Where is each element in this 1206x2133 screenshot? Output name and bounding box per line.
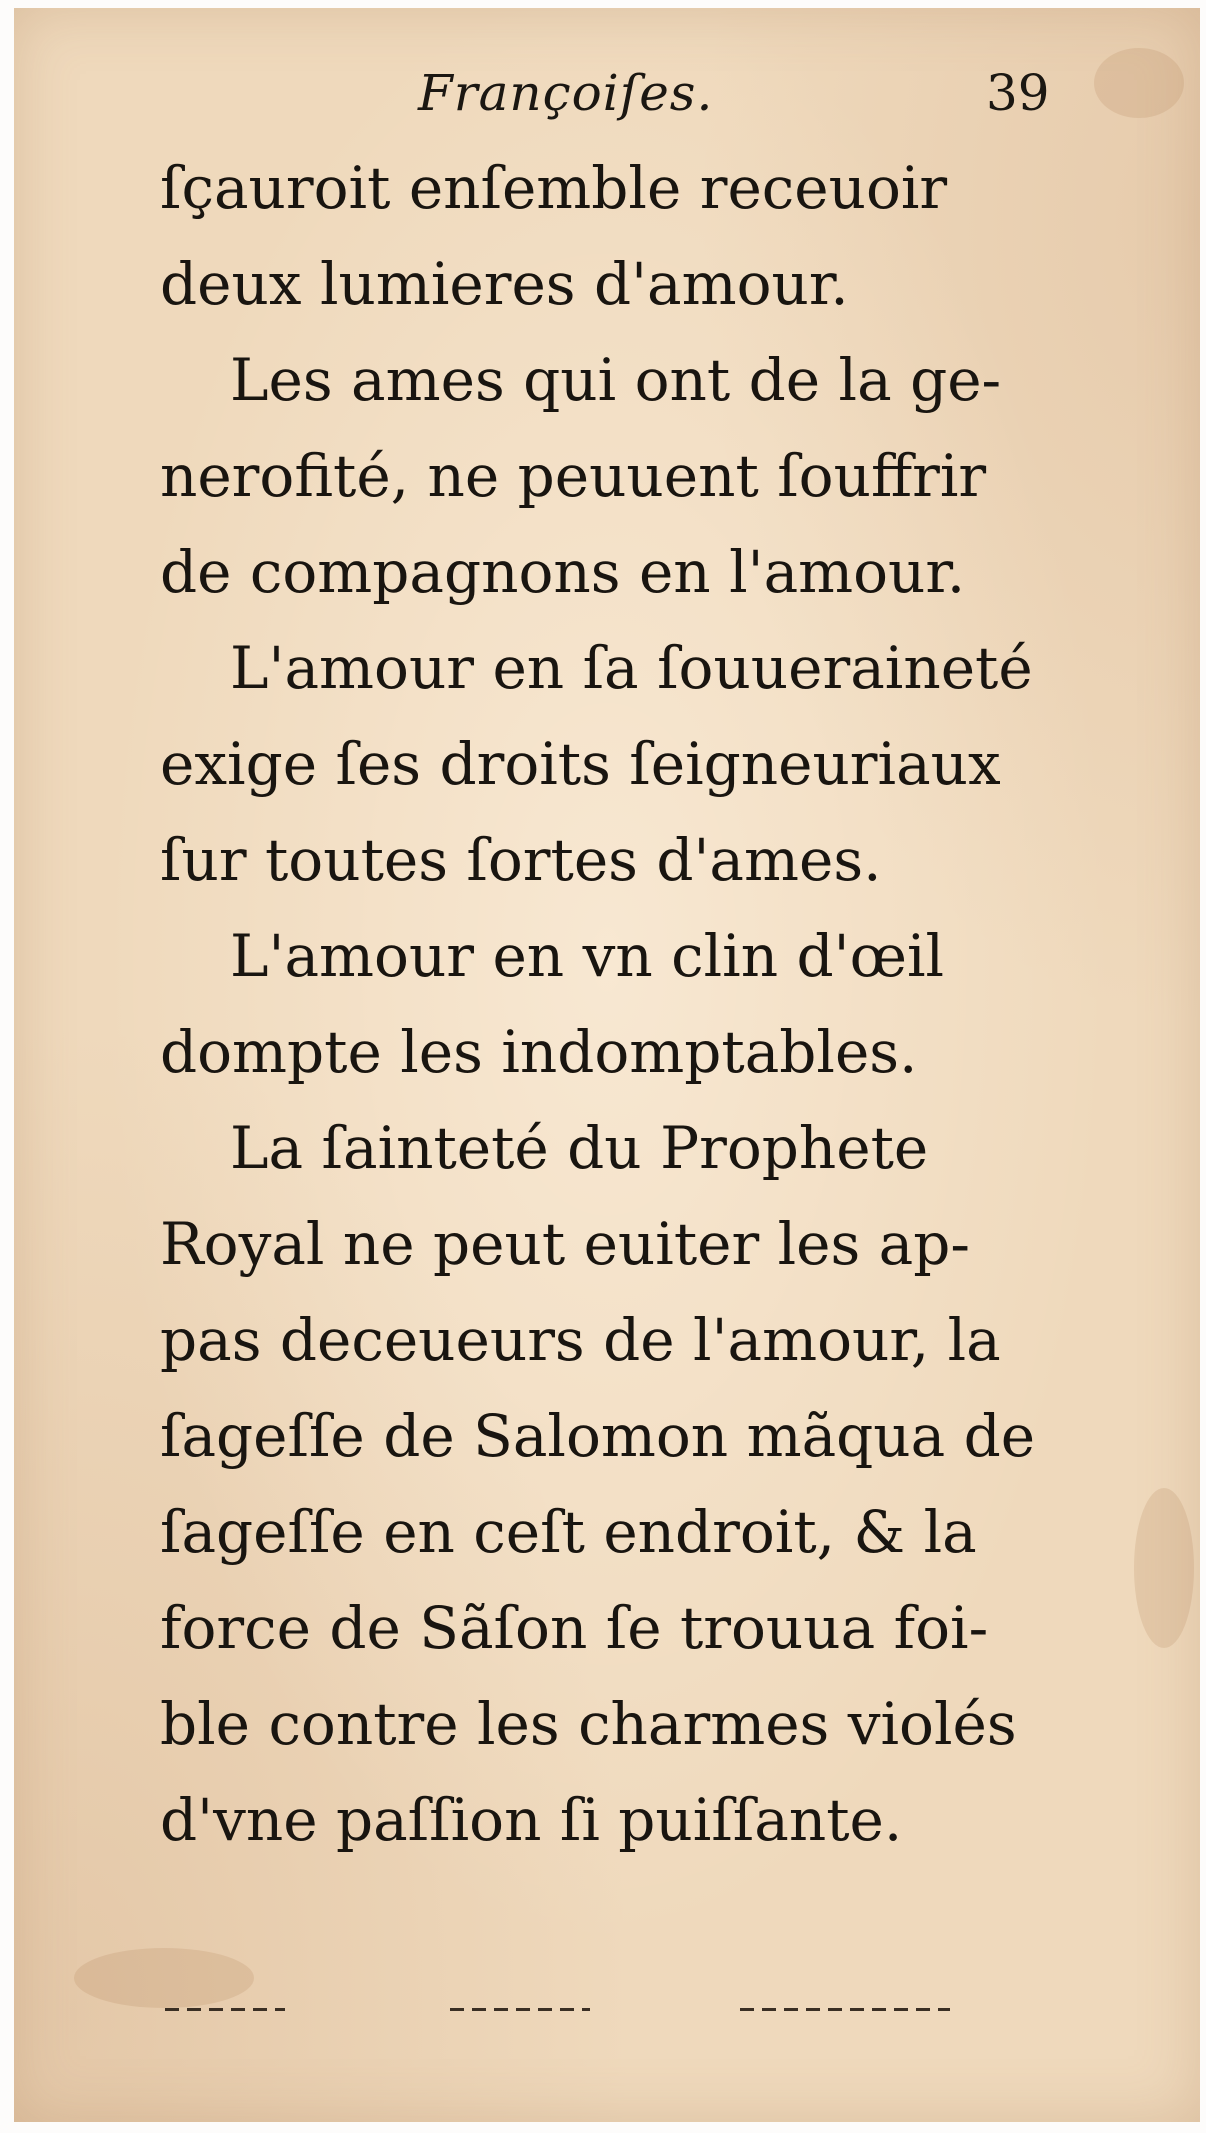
page-stain (74, 1948, 254, 2008)
text-line: L'amour en ſa ſouueraineté (230, 634, 1033, 702)
text-line: dompte les indomptables. (160, 1018, 918, 1086)
text-line: pas deceueurs de l'amour, la (160, 1306, 1001, 1374)
text-line: L'amour en vn clin d'œil (230, 922, 945, 990)
page-stain (1134, 1488, 1194, 1648)
running-title: Françoiſes. (418, 64, 714, 122)
text-line: ſçauroit enſemble receuoir (160, 154, 948, 222)
text-line: ſur toutes ſortes d'ames. (160, 826, 882, 894)
text-line: Les ames qui ont de la ge- (230, 346, 1002, 414)
text-line: d'vne paſſion ſi puiſſante. (160, 1786, 903, 1854)
bottom-rule (165, 2008, 285, 2011)
text-line: deux lumieres d'amour. (160, 250, 849, 318)
text-line: ble contre les charmes violés (160, 1690, 1017, 1758)
text-line: La ſainteté du Prophete (230, 1114, 929, 1182)
page-header (0, 58, 1206, 148)
page-number: 39 (986, 64, 1050, 122)
text-line: nerofité, ne peuuent ſouffrir (160, 442, 987, 510)
bottom-rule (740, 2008, 950, 2011)
body-text (160, 140, 1080, 1868)
text-line: force de Sãſon ſe trouua foi- (160, 1594, 989, 1662)
text-line: Royal ne peut euiter les ap- (160, 1210, 970, 1278)
text-line: ſageſſe en ceſt endroit, & la (160, 1498, 977, 1566)
text-line: ſageſſe de Salomon mãqua de (160, 1402, 1036, 1470)
bottom-rule (450, 2008, 590, 2011)
text-line: de compagnons en l'amour. (160, 538, 966, 606)
text-line: exige ſes droits ſeigneuriaux (160, 730, 1001, 798)
